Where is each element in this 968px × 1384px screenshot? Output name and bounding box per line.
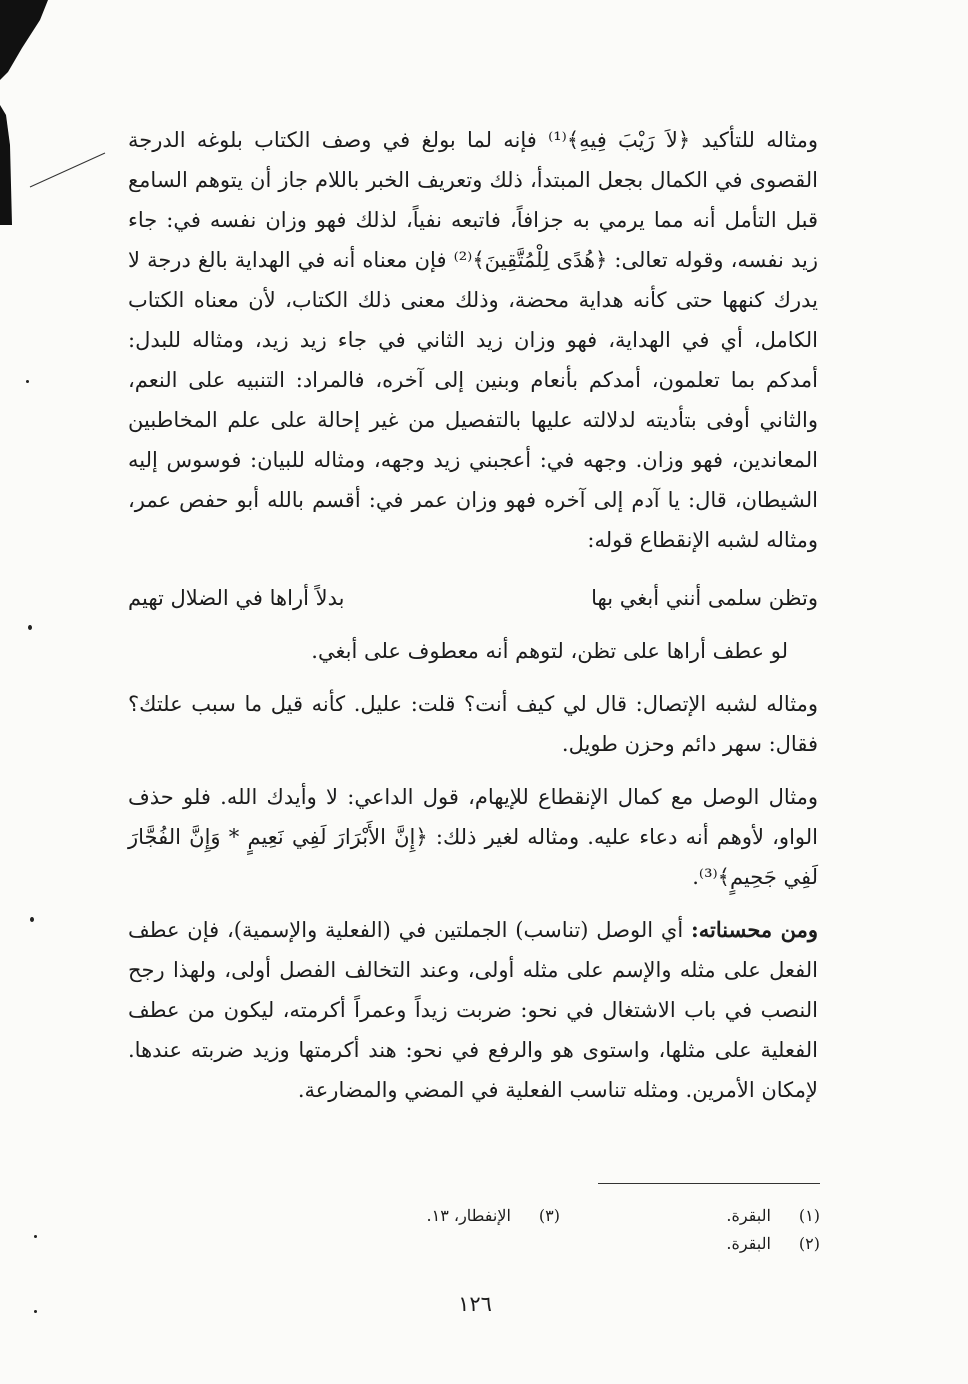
footnote-row [300, 1202, 820, 1230]
scan-edge-mark [0, 105, 110, 225]
main-text [128, 120, 818, 1110]
section-heading-inline: ومن محسناته: [691, 917, 818, 942]
footnote-text: البقرة. [726, 1234, 771, 1253]
footnotes [300, 1202, 820, 1258]
paragraph-5-text: أي الوصل (تناسب) الجملتين في (الفعلية والإسمية)، فإن عطف الفعل على مثله والإسم على مثله أولى، وعند التخالف الفصل أولى، ولهذا رجح النصب في باب الاشتغال في نحو: ضربت زيداً وعمراً أكرمته، ليكون من عطف الفعلية على مثلها، واستوى هو والرفع في نحو: هند أكرمتها وزيد ضربته عندها. لإمكان الأمرين. ومثله تناسب الفعلية في المضي والمضارعة. [128, 918, 818, 1102]
scan-corner-mark [0, 0, 48, 80]
footnote-number: (٢) [798, 1234, 820, 1253]
footnote-3 [300, 1202, 560, 1230]
poetry-verse [128, 578, 818, 618]
scan-speck [28, 625, 32, 630]
footnote-2 [560, 1230, 820, 1258]
paragraph-1: ومثاله للتأكيد ﴿لاَ رَيْبَ فِيهِ﴾⁽¹⁾ فإنه لما بولغ في وصف الكتاب بلوغه الدرجة القصوى في الكمال بجعل المبتدأ، ذلك وتعريف الخبر باللام جاز أن يتوهم السامع قبل التأمل أنه مما يرمي به جزافاً، فاتبعه نفياً، لذلك فهو وزان نفسه في: جاء زيد نفسه، وقوله تعالى: ﴿هُدًى لِلْمُتَّقِينَ﴾⁽²⁾ فإن معناه أنه في الهداية بالغ درجة لا يدرك كنهها حتى كأنه هداية محضة، وذلك معنى ذلك الكتاب، لأن معناه الكتاب الكامل، أي في الهداية، فهو وزان زيد الثاني في جاء زيد زيد، ومثاله للبدل: أمدكم بما تعلمون، أمدكم بأنعام وبنين إلى آخره، فالمراد: التنبيه على النعم، والثاني أوفى بتأديته لدلالته عليها بالتفصيل من غير إحالة على علم المخاطبين المعاندين، فهو وزان. وجهه في: أعجبني زيد وجهه، ومثاله للبيان: فوسوس إليه الشيطان، قال: يا آدم إلى آخره فهو وزان عمر في: أقسم بالله أبو حفص عمر، ومثاله لشبه الإنقطاع قوله: [128, 128, 818, 552]
footnote-number: (١) [798, 1206, 820, 1225]
verse-first-hemistich: وتظن سلمى أنني أبغي بها [591, 586, 818, 610]
footnote-number: (٣) [538, 1206, 560, 1225]
footnote-1 [560, 1202, 820, 1230]
footnote-separator [598, 1183, 820, 1184]
scan-speck [34, 1235, 37, 1238]
footnote-row [300, 1230, 820, 1258]
footnote-text: البقرة. [726, 1206, 771, 1225]
scan-speck [34, 1310, 37, 1313]
footnote-text: الإنفطار، ١٣. [426, 1206, 511, 1225]
paragraph-4: ومثال الوصل مع كمال الإنقطاع للإيهام، قول الداعي: لا وأيدك الله. فلو حذف الواو، لأوهم أنه دعاء عليه. ومثاله لغير ذلك: ﴿إِنَّ الأَبْرَارَ لَفِي نَعِيمٍ * وَإِنَّ الفُجَّارَ لَفِي جَحِيمٍ﴾⁽³⁾. [128, 785, 818, 889]
scan-speck [26, 380, 29, 383]
verse-second-hemistich: بدلاً أراها في الضلال تهيم [128, 586, 345, 610]
paragraph-5 [128, 910, 818, 1110]
scan-speck [30, 917, 34, 922]
page-number: ١٢٦ [458, 1292, 492, 1316]
paragraph-3: ومثاله لشبه الإتصال: قال لي كيف أنت؟ قلت: عليل. كأنه قيل ما سبب علتك؟ فقال: سهر دائم وحزن طويل. [128, 692, 818, 756]
paragraph-2: لو عطف أراها على تظن، لتوهم أنه معطوف على أبغي. [311, 639, 788, 663]
